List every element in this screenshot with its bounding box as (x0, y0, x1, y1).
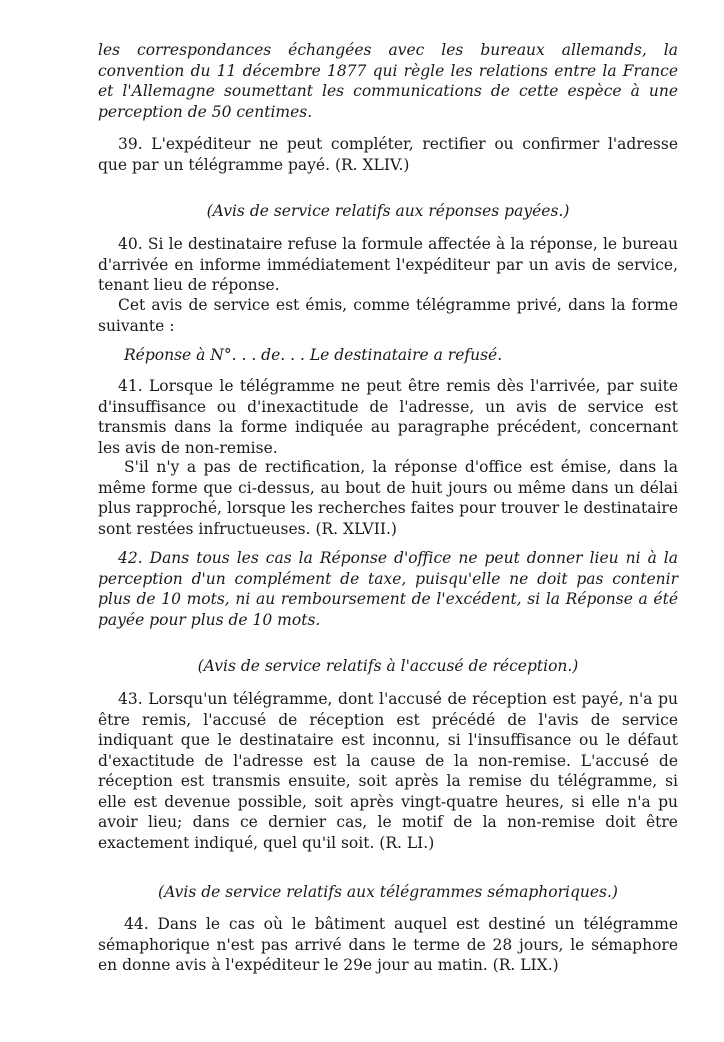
heading-reponses-payees: (Avis de service relatifs aux réponses payées.) (206, 202, 570, 220)
article-40-form: Cet avis de service est émis, comme télégramme privé, dans la forme suivante : (98, 296, 678, 335)
heading-accuse-reception: (Avis de service relatifs à l'accusé de réception.) (197, 657, 579, 675)
article-40: 40. Si le destinataire refuse la formule affectée à la réponse, le bureau d'arrivée en informe immédiatement l'expéditeur par un avis de service, tenant lieu de réponse. (98, 235, 678, 294)
article-43: 43. Lorsqu'un télégramme, dont l'accusé de réception est payé, n'a pu être remis, l'accusé de réception est précédé de l'avis de service indiquant que le destinataire est inconnu, si l'insuffisance ou le défaut d'exactitude de l'adresse est la cause de la non-remise. L'accusé de réception est transmis ensuite, soit après la remise du télégramme, si elle est devenue possible, soit après vingt-quatre heures, si elle n'a pu avoir lieu; dans ce dernier cas, le motif de la non-remise doit être exactement indiqué, quel qu'il soit. (R. LI.) (98, 690, 678, 852)
article-40-example: Réponse à N°. . . de. . . Le destinataire a refusé. (124, 346, 503, 364)
article-41: 41. Lorsque le télégramme ne peut être remis dès l'arrivée, par suite d'insuffisance ou d'inexactitude de l'adresse, un avis de service est transmis dans la forme indiquée au paragraphe précédent, concernant les avis de non-remise. (98, 377, 678, 457)
article-39: 39. L'expéditeur ne peut compléter, rectifier ou confirmer l'adresse que par un télégramme payé. (R. XLIV.) (98, 135, 678, 174)
article-41-continued: S'il n'y a pas de rectification, la réponse d'office est émise, dans la même forme que ci-dessus, au bout de huit jours ou même dans un délai plus rapproché, lorsque les recherches faites pour trouver le destinataire sont restées infructueuses. (R. XLVII.) (98, 458, 678, 538)
article-44: 44. Dans le cas où le bâtiment auquel est destiné un télégramme sémaphorique n'est pas arrivé dans le terme de 28 jours, le sémaphore en donne avis à l'expéditeur le 29e jour au matin. (R. LIX.) (98, 915, 678, 974)
intro-paragraph: les correspondances échangées avec les bureaux allemands, la convention du 11 décembre 1877 qui règle les relations entre la France et l'Allemagne soumettant les communications de cette espèce à une perception de 50 centimes. (98, 41, 678, 121)
article-42: 42. Dans tous les cas la Réponse d'office ne peut donner lieu ni à la perception d'un complément de taxe, puisqu'elle ne doit pas contenir plus de 10 mots, ni au remboursement de l'excédent, si la Réponse a été payée pour plus de 10 mots. (98, 549, 678, 629)
heading-telegrammes-semaphoriques: (Avis de service relatifs aux télégrammes sémaphoriques.) (158, 883, 618, 901)
